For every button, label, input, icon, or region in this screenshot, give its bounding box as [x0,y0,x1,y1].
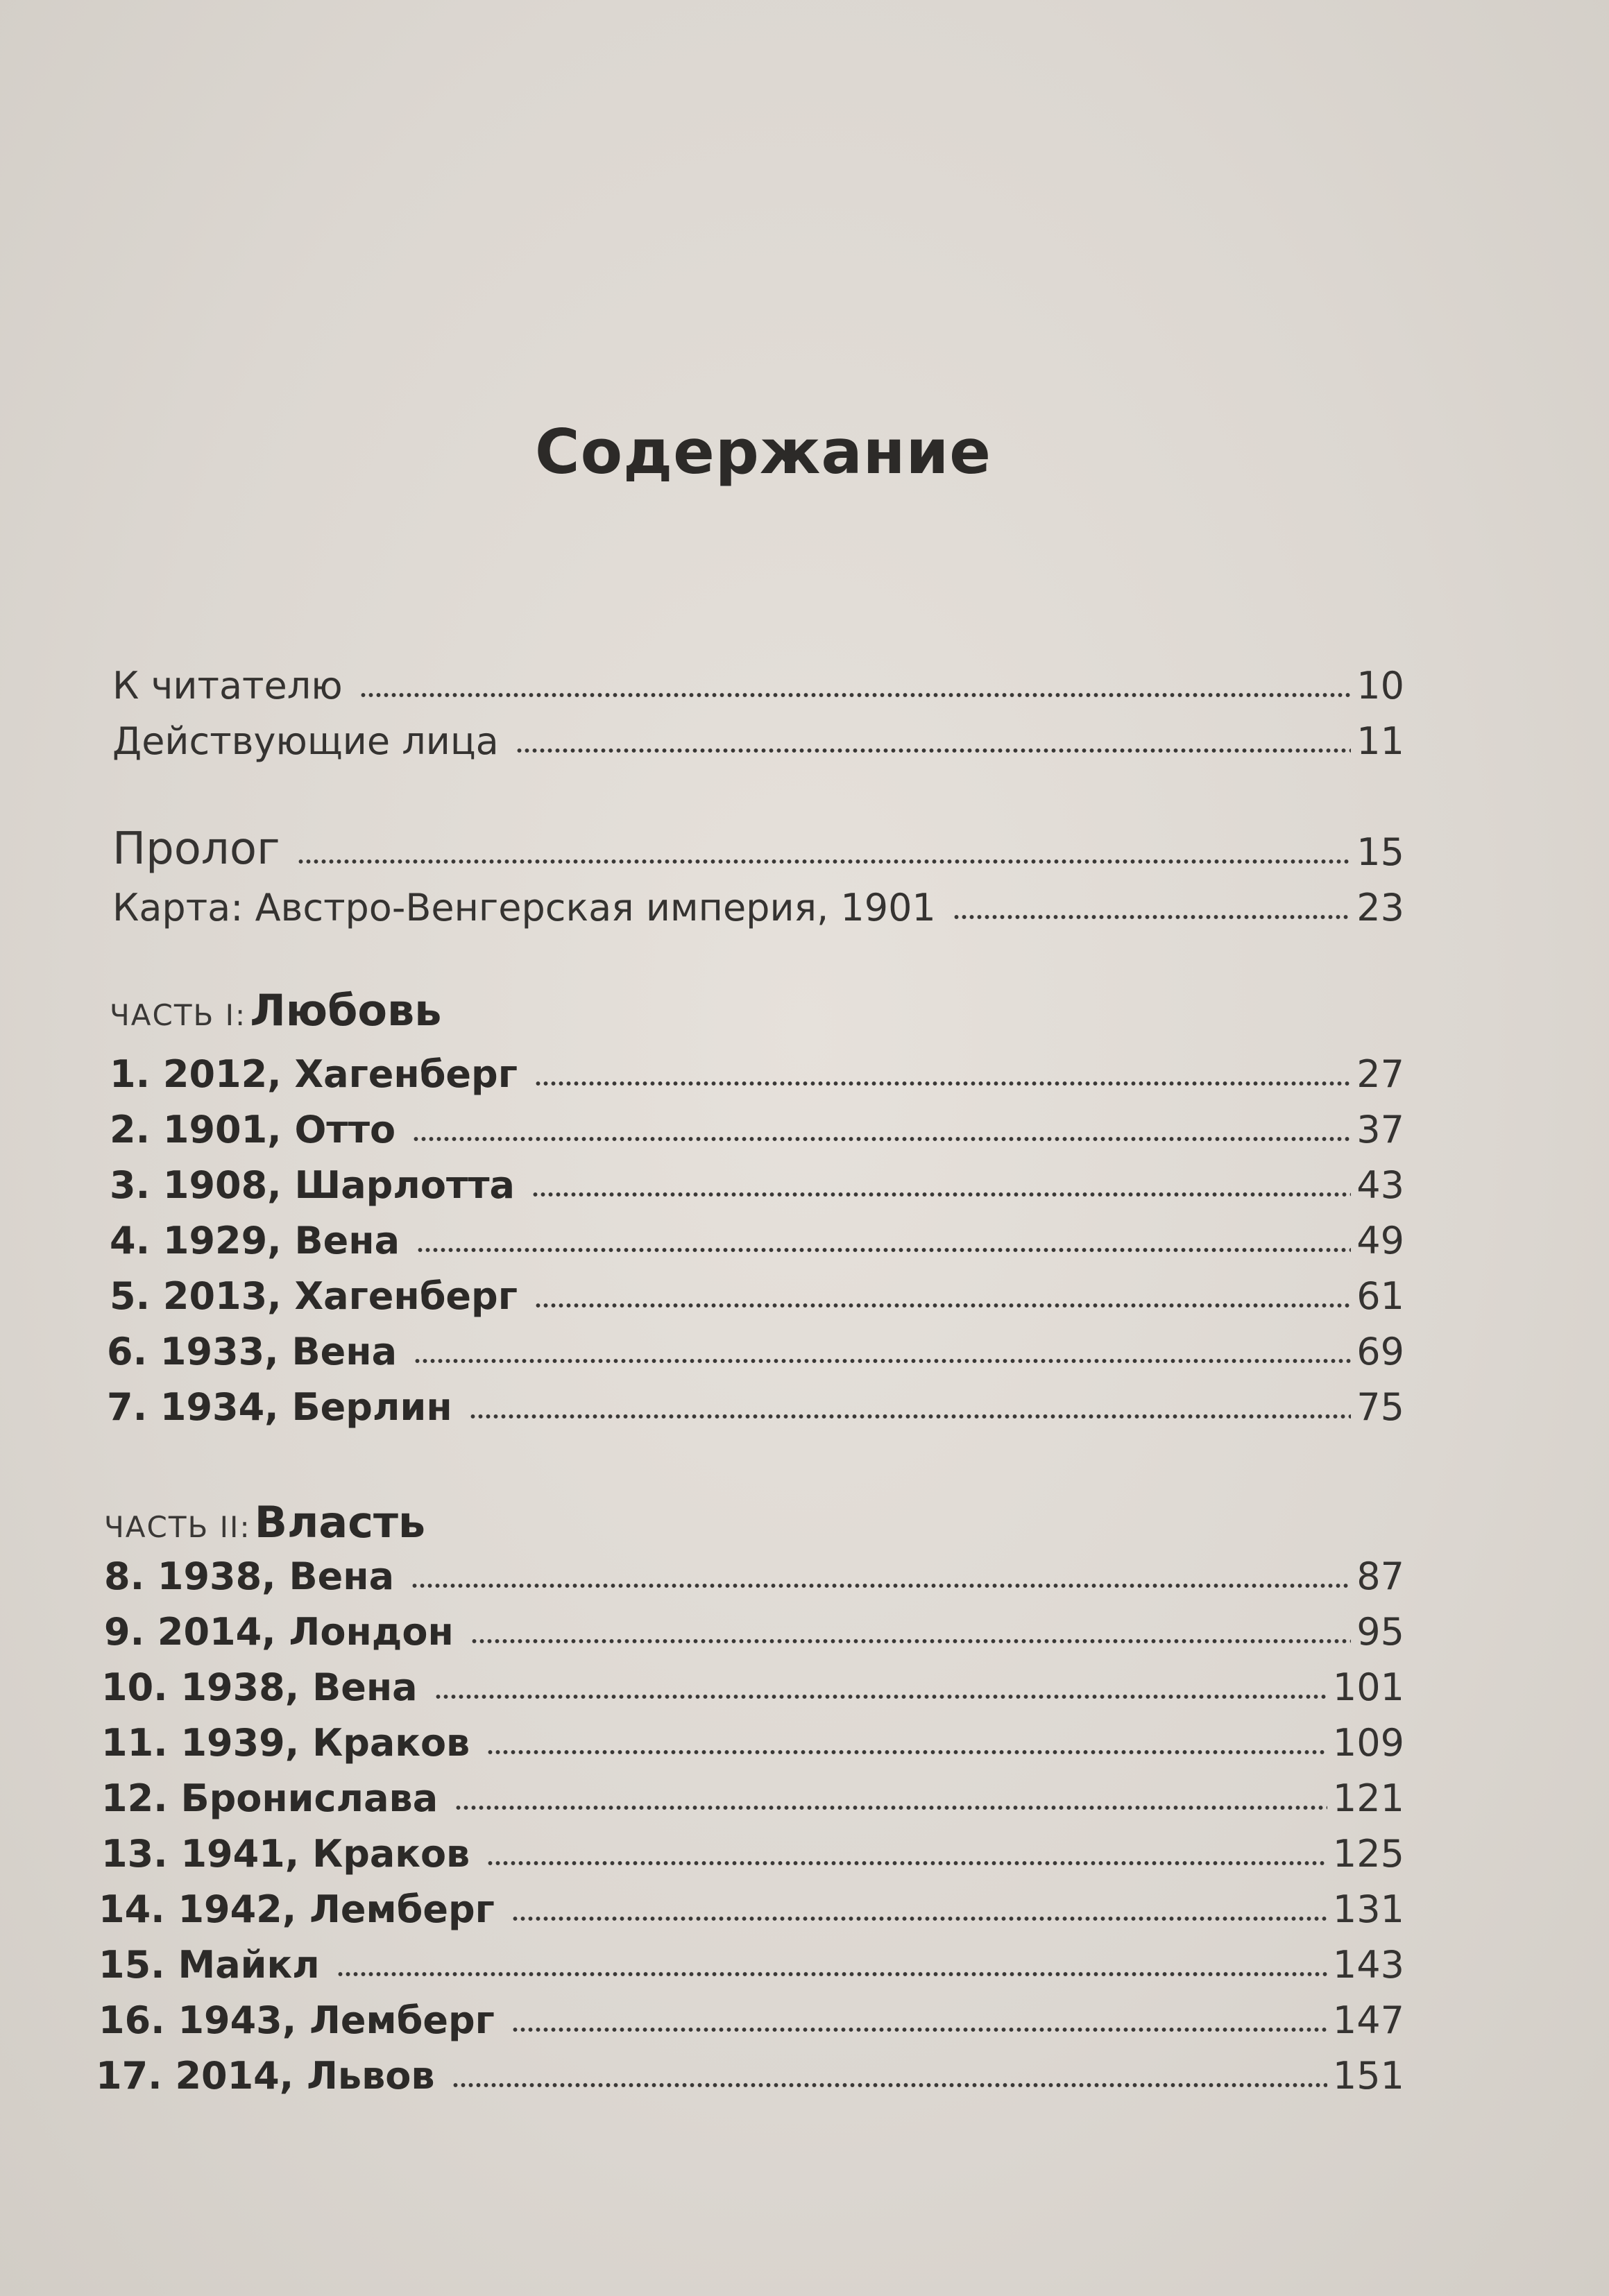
toc-entry-label: 2. 1901, Отто [110,1108,396,1151]
toc-entry-page: 15 [1356,830,1404,874]
dot-leader [337,1971,1327,1977]
toc-entry-chapter[interactable] [110,1100,1404,1149]
toc-entry-chapter[interactable] [104,1602,1404,1654]
part-prefix: ЧАСТЬ I: [110,998,247,1032]
toc-entry-label: 4. 1929, Вена [110,1219,400,1262]
dot-leader [452,2082,1327,2088]
toc-entry-page: 69 [1356,1330,1404,1373]
toc-entry-label: 10. 1938, Вена [101,1665,418,1709]
toc-entry-label: 11. 1939, Краков [101,1721,470,1765]
toc-entry-chapter[interactable] [110,1211,1404,1260]
dot-leader [414,1358,1351,1364]
part-prefix: ЧАСТЬ II: [104,1510,251,1544]
dot-leader [953,914,1351,920]
toc-entry-chapter[interactable] [101,1769,1404,1820]
toc-entry-map[interactable] [112,878,1404,927]
dot-leader [534,1081,1351,1086]
dot-leader [454,1805,1327,1810]
toc-entry-chapter[interactable] [99,1935,1404,1987]
toc-entry-page: 147 [1332,1998,1404,2042]
dot-leader [470,1638,1352,1644]
toc-entry-page: 121 [1332,1776,1404,1820]
toc-entry-label: 14. 1942, Лемберг [99,1887,495,1931]
page-title: Содержание [535,416,991,488]
toc-entry-label: 13. 1941, Краков [101,1832,470,1876]
toc-entry-page: 95 [1356,1610,1404,1654]
toc-entry-reader[interactable] [112,656,1404,708]
toc-entry-characters[interactable] [112,712,1404,763]
dot-leader [411,1583,1351,1588]
part-heading [110,985,442,1036]
toc-entry-chapter[interactable] [110,1267,1404,1318]
toc-entry-chapter[interactable] [101,1713,1404,1765]
toc-entry-page: 61 [1356,1274,1404,1318]
toc-entry-label: 12. Бронислава [101,1776,439,1820]
dot-leader [416,1247,1351,1253]
toc-entry-chapter[interactable] [101,1658,1404,1709]
toc-entry-page: 37 [1356,1108,1404,1151]
toc-entry-label: Пролог [112,823,280,875]
toc-entry-page: 125 [1332,1832,1404,1876]
toc-entry-chapter[interactable] [110,1045,1404,1096]
toc-entry-label: 9. 2014, Лондон [104,1610,454,1654]
dot-leader [511,2027,1327,2032]
dot-leader [516,748,1352,753]
toc-entry-page: 131 [1332,1887,1404,1931]
dot-leader [534,1303,1351,1308]
dot-leader [412,1136,1351,1142]
toc-entry-page: 27 [1356,1052,1404,1096]
toc-entry-page: 87 [1356,1554,1404,1598]
dot-leader [486,1749,1327,1755]
toc-entry-label: 16. 1943, Лемберг [99,1998,495,2042]
dot-leader [511,1916,1327,1921]
toc-entry-label: Действующие лица [112,719,499,763]
toc-entry-page: 143 [1332,1943,1404,1987]
dot-leader [434,1694,1327,1699]
toc-entry-label: 3. 1908, Шарлотта [110,1163,515,1207]
part-name: Любовь [250,985,442,1036]
toc-entry-chapter[interactable] [104,1547,1404,1598]
toc-entry-page: 75 [1356,1385,1404,1429]
toc-entry-label: Карта: Австро-Венгерская империя, 1901 [112,886,936,929]
dot-leader [469,1414,1352,1419]
toc-entry-chapter[interactable] [99,1880,1404,1931]
part-heading [104,1497,426,1548]
toc-entry-page: 10 [1356,664,1404,708]
toc-entry-prologue[interactable] [112,823,1404,875]
toc-entry-page: 101 [1332,1665,1404,1709]
toc-entry-label: 1. 2012, Хагенберг [110,1052,518,1096]
toc-entry-page: 43 [1356,1163,1404,1207]
dot-leader [359,692,1352,698]
toc-entry-label: 17. 2014, Львов [96,2054,435,2098]
toc-entry-label: 7. 1934, Берлин [107,1385,452,1429]
dot-leader [531,1192,1351,1197]
toc-entry-page: 23 [1356,886,1404,929]
toc-entry-chapter[interactable] [110,1156,1404,1207]
dot-leader [486,1860,1327,1866]
toc-entry-page: 109 [1332,1721,1404,1765]
toc-entry-chapter[interactable] [107,1322,1404,1371]
toc-entry-chapter[interactable] [101,1824,1404,1876]
toc-entry-chapter[interactable] [96,2046,1404,2098]
toc-entry-chapter[interactable] [107,1378,1404,1429]
toc-entry-chapter[interactable] [99,1991,1404,2042]
part-name: Власть [254,1497,426,1548]
toc-entry-label: 15. Майкл [99,1943,320,1987]
dot-leader [297,859,1352,864]
toc-entry-page: 49 [1356,1219,1404,1262]
toc-entry-label: 6. 1933, Вена [107,1330,398,1373]
toc-entry-page: 151 [1332,2054,1404,2098]
toc-entry-label: 5. 2013, Хагенберг [110,1274,518,1318]
toc-entry-page: 11 [1356,719,1404,763]
toc-entry-label: К читателю [112,664,343,708]
toc-entry-label: 8. 1938, Вена [104,1554,395,1598]
